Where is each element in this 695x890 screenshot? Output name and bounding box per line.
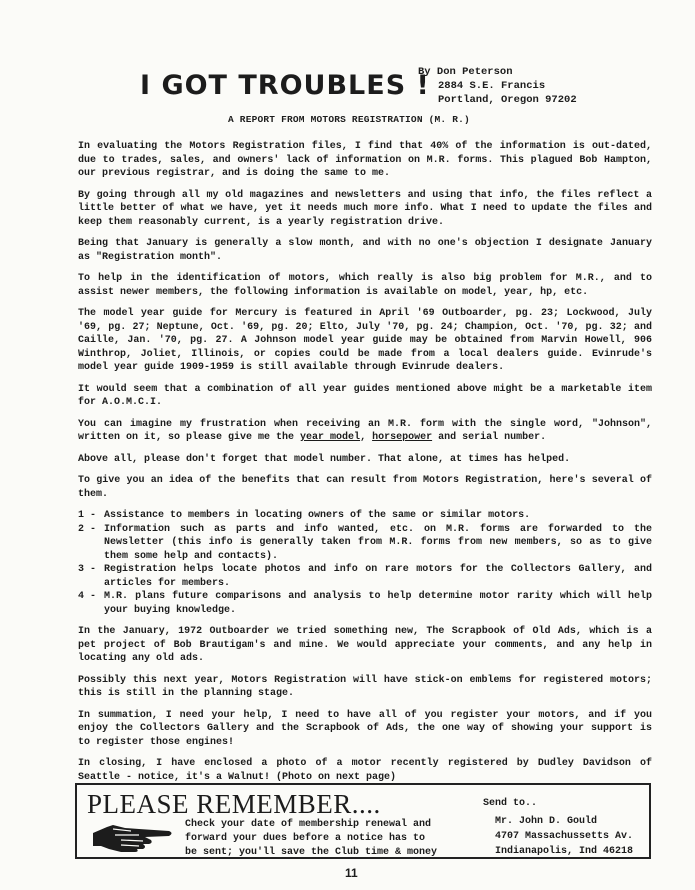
- article-subtitle: A REPORT FROM MOTORS REGISTRATION (M. R.): [228, 114, 470, 125]
- paragraph: In evaluating the Motors Registration files, I find that 40% of the information is out-dated, due to trades, sales, and owners' lack of information on M.R. forms. This plagued Bob Hampton, our previous registrar, and is doing the same to me.: [78, 141, 652, 179]
- frustration-end: and serial number.: [432, 432, 547, 443]
- author-block: [418, 65, 577, 107]
- pointing-hand-icon: [91, 819, 175, 853]
- paragraph: In closing, I have enclosed a photo of a motor recently registered by Dudley Davidson of Seattle - notice, it's a Walnut! (Photo on next page): [78, 758, 652, 783]
- list-number: 2 -: [78, 523, 97, 535]
- list-number: 1 -: [78, 510, 97, 521]
- address-line: Mr. John D. Gould: [495, 816, 598, 827]
- reminder-text: [185, 818, 437, 860]
- address-line: 4707 Massachussetts Av.: [495, 831, 634, 842]
- list-text: M.R. plans future comparisons and analysis to help determine motor rarity which will help your buying knowledge.: [104, 591, 652, 616]
- list-text: Assistance to members in locating owners of the same or similar motors.: [104, 510, 531, 521]
- underlined-horsepower: horsepower: [372, 432, 433, 443]
- reminder-title: PLEASE REMEMBER....: [87, 789, 381, 819]
- reminder-box: [75, 783, 651, 859]
- mailing-address: [495, 814, 633, 859]
- list-number: 4 -: [78, 591, 97, 602]
- send-to-label: Send to..: [483, 798, 538, 809]
- paragraph: In the January, 1972 Outboarder we tried something new, The Scrapbook of Old Ads, which is a pet project of Bob Brautigam's and mine. We would appreciate your comments, and any help in locating any old ads.: [78, 626, 652, 664]
- frustration-paragraph: [78, 418, 652, 445]
- article-body: [78, 140, 652, 792]
- paragraph: The model year guide for Mercury is featured in April '69 Outboarder, pg. 23; Lockwood, July '69, pg. 27; Neptune, Oct. '69, pg. 20; Elto, July '70, pg. 24; Champion, Oct. '70, pg. 32; and Caille, Jan. '70, pg. 27. A Johnson model year guide may be obtained from Marvin Howell, 906 Winthrop, Joliet, Illinois, or copies could be made from a local dealers guide. Evinrude's model year guide 1909-1959 is still available through Evinrude dealers.: [78, 308, 652, 373]
- list-item: [78, 523, 652, 564]
- paragraph: Possibly this next year, Motors Registration will have stick-on emblems for registered motors; this is still in the planning stage.: [78, 674, 652, 699]
- address-line: Indianapolis, Ind 46218: [495, 846, 634, 857]
- paragraph: Being that January is generally a slow month, and with no one's objection I designate January as "Registration month".: [78, 238, 652, 263]
- list-text: Registration helps locate photos and info on rare motors for the Collectors Gallery, and articles for members.: [104, 564, 652, 589]
- paragraph: To help in the identification of motors, which really is also big problem for M.R., and to assist newer members, the following information is available on model, year, hp, etc.: [78, 273, 652, 298]
- list-item: [78, 563, 652, 590]
- author-street: 2884 S.E. Francis: [438, 80, 546, 92]
- separator: ,: [360, 432, 373, 443]
- paragraph: To give you an idea of the benefits that can result from Motors Registration, here's several of them.: [78, 475, 652, 500]
- frustration-text: You can imagine my frustration when receiving an M.R. form with the single word, "Johnson", written on it, so please give me the: [78, 418, 652, 443]
- benefits-list: [78, 509, 652, 617]
- reminder-line: forward your dues before a notice has to: [185, 833, 426, 844]
- reminder-line: be sent; you'll save the Club time & money: [185, 847, 438, 858]
- list-text: Information such as parts and info wanted, etc. on M.R. forms are forwarded to the Newsletter (this info is generally taken from M.R. forms from new members, so as to give them some help and contacts).: [104, 523, 652, 562]
- list-number: 3 -: [78, 564, 97, 575]
- paragraph: It would seem that a combination of all year guides mentioned above might be a marketable item for A.O.M.C.I.: [78, 383, 652, 408]
- list-item: [78, 590, 652, 617]
- paragraph: By going through all my old magazines and newsletters and using that info, the files reflect a little better of what we have, yet it needs much more info. What I need to update the files and keep them reasonably current, is a yearly registration drive.: [78, 189, 652, 228]
- author-city: Portland, Oregon 97202: [438, 94, 577, 106]
- paragraph: In summation, I need your help, I need to have all of you register your motors, and if you enjoy the Collectors Gallery and the Scrapbook of Ads, the one way of showing your support is to register those engines!: [78, 709, 652, 748]
- page-number: 11: [345, 866, 358, 880]
- author-name: By Don Peterson: [418, 66, 513, 78]
- article-title: I GOT TROUBLES !: [140, 70, 430, 101]
- underlined-year-model: year model: [300, 432, 361, 443]
- list-item: [78, 509, 652, 523]
- reminder-line: Check your date of membership renewal and: [185, 819, 432, 830]
- paragraph: Above all, please don't forget that model number. That alone, at times has helped.: [78, 453, 571, 465]
